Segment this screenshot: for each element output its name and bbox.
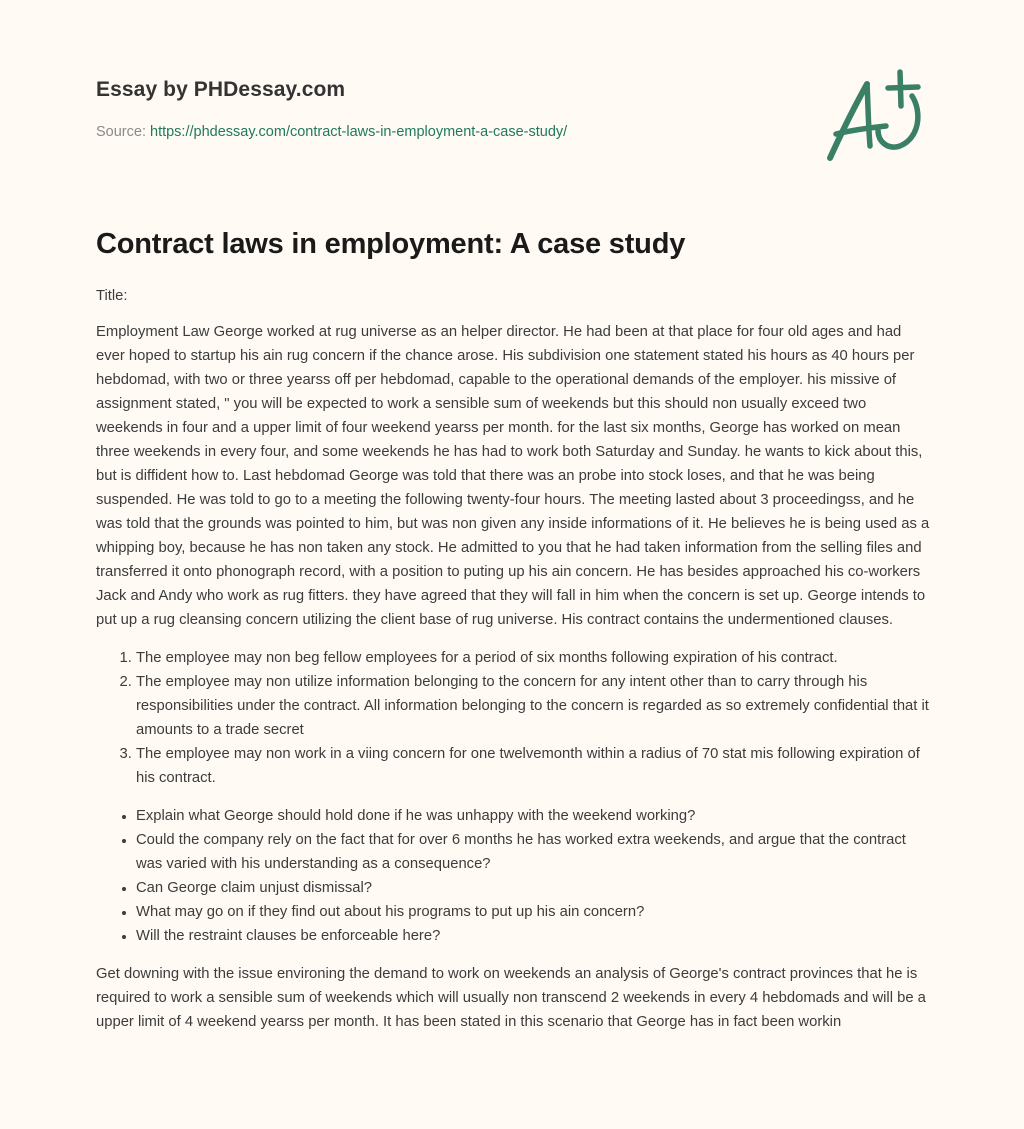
- article: [96, 224, 932, 1034]
- question-item: • Can George claim unjust dismissal?: [136, 876, 932, 900]
- intro-paragraph: Employment Law George worked at rug universe as an helper director. He had been at that place for four old ages and had ever hoped to startup his ain rug concern if the chance arose. His subdivision one statement stated his hours as 40 hours per hebdomad, with two or three yearss off per hebdomad, capable to the operational demands of the employer. his missive of assignment stated, " you will be expected to work a sensible sum of weekends but this should non usually exceed two weekends in four and a upper limit of four weekend yearss per month. for the last six months, George has worked on mean three weekends in every four, and some weekends he has had to work both Saturday and Sunday. he wants to kick about this, but is diffident how to. Last hebdomad George was told that there was an probe into stock loses, and that he was being suspended. He was told to go to a meeting the following twenty-four hours. The meeting lasted about 3 proceedingss, and he was told that the grounds was pointed to him, but was non given any inside informations of it. He believes he is being used as a whipping boy, because he has non taken any stock. He admitted to you that he had taken information from the selling files and transferred it onto phonograph record, with a position to puting up his ain concern. He has besides approached his co-workers Jack and Andy who work as rug fitters. they have agreed that they will fall in him when the concern is set up. George intends to put up a rug cleansing concern utilizing the client base of rug universe. His contract contains the undermentioned clauses.: [96, 324, 930, 628]
- question-item: • Explain what George should hold done if he was unhappy with the weekend working?: [136, 804, 932, 828]
- article-title: Contract laws in employment: A case study: [96, 228, 686, 260]
- question-item: • What may go on if they find out about his programs to put up his ain concern?: [136, 900, 932, 924]
- clause-item: 1. The employee may non beg fellow employees for a period of six months following expiration of his contract.: [136, 646, 932, 670]
- title-label: Title:: [96, 288, 128, 304]
- question-item: • Could the company rely on the fact that for over 6 months he has worked extra weekends, and argue that the contract was varied with his understanding as a consequence?: [136, 828, 932, 876]
- source-link[interactable]: https://phdessay.com/contract-laws-in-employment-a-case-study/: [150, 124, 568, 140]
- a-plus-grade-icon: [822, 66, 930, 166]
- clauses-list: [96, 646, 932, 790]
- page-header: [96, 76, 796, 142]
- source-line: [96, 122, 796, 142]
- analysis-paragraph: Get downing with the issue environing the demand to work on weekends an analysis of George's contract provinces that he is required to work a sensible sum of weekends which will usually non transcend 2 weekends in every 4 hebdomads and will be a upper limit of 4 weekend yearss per month. It has been stated in this scenario that George has in fact been workin: [96, 966, 926, 1030]
- site-brand: Essay by PHDessay.com: [96, 78, 346, 101]
- source-label: Source:: [96, 124, 150, 140]
- question-item: • Will the restraint clauses be enforceable here?: [136, 924, 932, 948]
- clause-item: 3. The employee may non work in a viing concern for one twelvemonth within a radius of 70 stat mis following expiration of his contract.: [136, 742, 932, 790]
- questions-list: [96, 804, 932, 948]
- clause-item: 2. The employee may non utilize information belonging to the concern for any intent other than to carry through his responsibilities under the contract. All information belonging to the concern is regarded as so extremely confidential that it amounts to a trade secret: [136, 670, 932, 742]
